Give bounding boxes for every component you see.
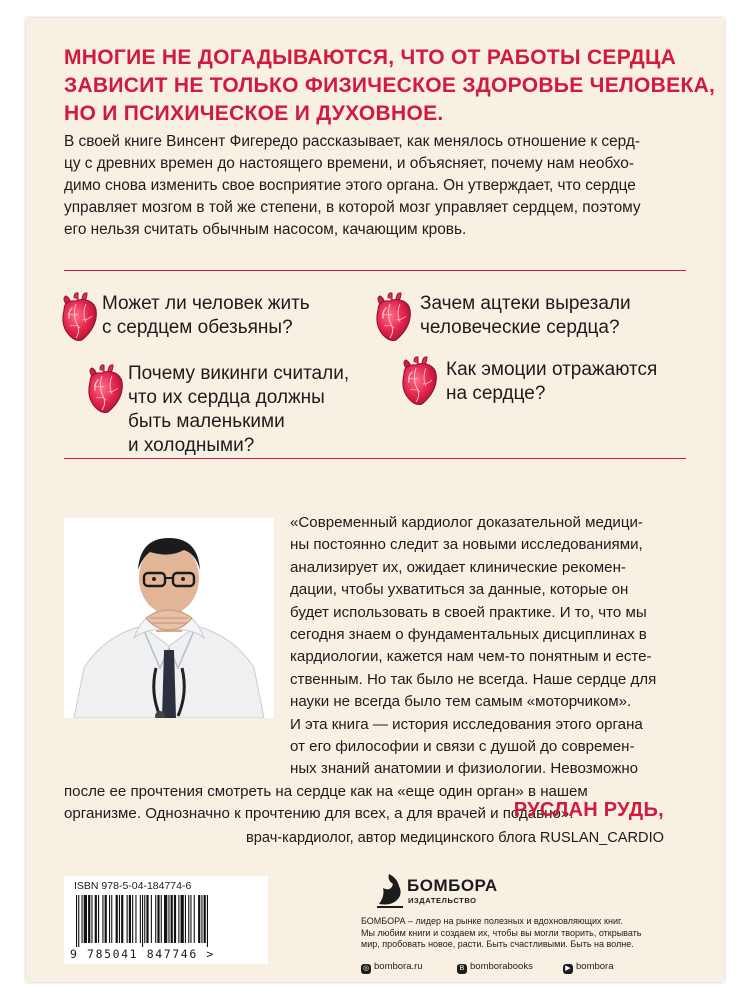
barcode-bar [144, 895, 145, 943]
barcode-bar [132, 895, 133, 943]
publisher-logo-icon [375, 870, 405, 908]
barcode-bar [190, 895, 191, 943]
barcode-bar [185, 895, 186, 943]
publisher-description: БОМБОРА – лидер на рынке полезных и вдохновляющих книг. Мы любим книги и создаем их, чтобы вы могли творить, открывать мир, пробовать новое, расти. Быть счастливыми. Быть на волне. [361, 916, 642, 949]
divider-middle [64, 458, 686, 459]
barcode-bar [91, 895, 92, 943]
barcode-bar [157, 895, 159, 943]
question-aztec-hearts: Зачем ацтеки вырезали человеческие сердца? [420, 293, 631, 338]
isbn-number: ISBN 978-5-04-184774-6 [74, 880, 192, 892]
reviewer-title: врач-кардиолог, автор медицинского блога RUSLAN_CARDIO [246, 830, 664, 846]
barcode-digits: 9 785041 847746 > [70, 947, 215, 961]
question-viking-hearts: Почему викинги считали, что их сердца должны быть маленькими и холодными? [128, 363, 350, 456]
headline-line: МНОГИЕ НЕ ДОГАДЫВАЮТСЯ, ЧТО ОТ РАБОТЫ СЕРДЦА [64, 46, 677, 69]
barcode-bar [161, 895, 162, 943]
heart-icon [56, 290, 100, 344]
review-quote: «Современный кардиолог доказательной медици- ны постоянно следит за новыми исследованиями, анализирует их, ожидает клинические рекомен- дации, чтобы ухватиться за данные, которые он будет использовать в своей практике. И то, что мы сегодня знаем о фундаментальных дисциплинах в кардиологии, кажется нам чем-то понятным и есте- ственным. Но так было не всегда. Наше сердце для науки не всегда было тем самым «моторчиком». И эта книга — история исследования этого органа от его философии и связи с душой до современ- ных знаний анатомии и физиологии. Невозможно после ее прочтения смотреть на сердце как на «еще один орган» в нашем организме. Однозначно к прочтению для всех, а для врачей и подавно». [64, 514, 657, 823]
barcode-bar [181, 895, 184, 943]
barcode [64, 876, 268, 964]
barcode-bar [129, 895, 131, 943]
publisher-subtitle: ИЗДАТЕЛЬСТВО [408, 896, 477, 905]
headline-line: НО И ПСИХИЧЕСКОЕ И ДУХОВНОЕ. [64, 102, 444, 125]
publisher-name: БОМБОРА [407, 876, 498, 895]
barcode-bar [88, 895, 90, 943]
divider-top [64, 270, 686, 271]
barcode-bar [135, 895, 136, 943]
barcode-bar [116, 895, 118, 943]
barcode-bar [207, 895, 208, 947]
intro-line: димо снова изменить свое восприятие этого органа. Он утверждает, что сердце [64, 177, 636, 194]
barcode-bar [121, 895, 123, 943]
barcode-bar [111, 895, 112, 943]
barcode-bar [78, 895, 79, 947]
intro-line: цу с древних времен до настоящего времени, и объясняет, почему нам необхо- [64, 155, 634, 172]
barcode-bar [201, 895, 202, 943]
barcode-bar [155, 895, 156, 943]
barcode-bar [109, 895, 110, 943]
barcode-bar [204, 895, 206, 943]
barcode-bar [178, 895, 179, 943]
barcode-bar [127, 895, 128, 943]
reviewer-name: РУСЛАН РУДЬ, [513, 799, 664, 821]
barcode-bar [168, 895, 169, 943]
intro-line: его нельзя считать обычным насосом, качающим кровь. [64, 221, 467, 238]
barcode-bars [76, 895, 258, 947]
barcode-bar [76, 895, 77, 947]
question-ape-heart: Может ли человек жить с сердцем обезьяны? [102, 293, 310, 338]
social-youtube-telegram[interactable]: ▶ bombora [563, 961, 614, 974]
barcode-bar [119, 895, 120, 943]
barcode-bar [174, 895, 176, 943]
barcode-bar [164, 895, 167, 943]
barcode-bar [142, 895, 143, 947]
heart-icon [82, 362, 126, 416]
barcode-bar [95, 895, 97, 943]
barcode-bar [171, 895, 173, 943]
publisher-block [361, 870, 701, 970]
intro-paragraph [64, 131, 704, 241]
heart-icon [396, 354, 440, 408]
vk-icon: В [457, 964, 467, 974]
youtube-telegram-icon: ▶ [563, 964, 573, 974]
barcode-bar [151, 895, 152, 943]
headline-line: ЗАВИСИТ НЕ ТОЛЬКО ФИЗИЧЕСКОЕ ЗДОРОВЬЕ ЧЕЛОВЕКА, [64, 74, 716, 97]
book-back-cover [26, 18, 724, 982]
barcode-bar [146, 895, 148, 943]
question-emotions-heart: Как эмоции отражаются на сердце? [446, 359, 658, 404]
social-vk[interactable]: В bomborabooks [457, 961, 533, 974]
barcode-bar [84, 895, 87, 943]
barcode-bar [140, 895, 141, 943]
barcode-bar [194, 895, 195, 943]
barcode-bar [102, 895, 103, 943]
web-icon: ◎ [362, 965, 370, 972]
barcode-bar [188, 895, 189, 943]
intro-line: управляет мозгом в той же степени, в которой мозг управляет сердцем, поэтому [64, 199, 641, 216]
barcode-bar [82, 895, 83, 943]
intro-line: В своей книге Винсент Фигередо рассказывает, как менялось отношение к серд- [64, 133, 640, 150]
headline [64, 44, 716, 128]
barcode-bar [198, 895, 200, 943]
barcode-bar [105, 895, 107, 943]
social-web[interactable]: ◎ bombora.ru [362, 961, 423, 972]
barcode-bar [98, 895, 99, 943]
heart-icon [370, 290, 414, 344]
